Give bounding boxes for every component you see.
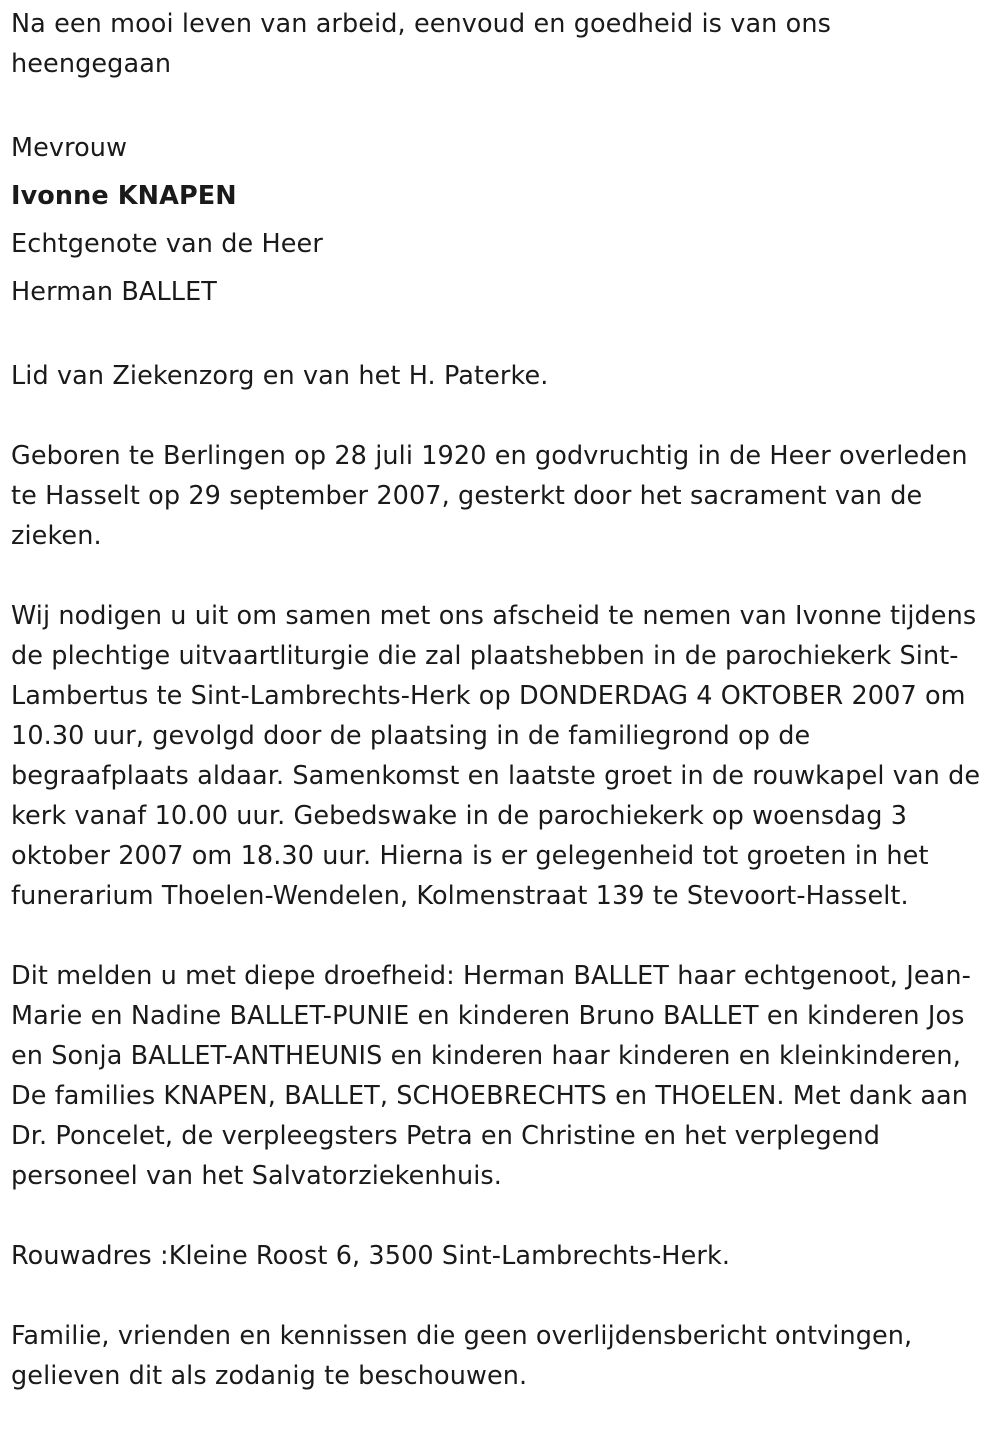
funeral-text: Wij nodigen u uit om samen met ons afscheid te nemen van Ivonne tijdens de plechtige uitvaartliturgie die zal plaatshebben in de parochiekerk Sint-Lambertus te Sint-Lambrechts-Herk op DONDERDAG 4 OKTOBER 2007 om 10.30 uur, gevolgd door de plaatsing in de familiegrond op de begraafplaats aldaar. Samenkomst en laatste groet in de rouwkapel van de kerk vanaf 10.00 uur. Gebedswake in de parochiekerk op woensdag 3 oktober 2007 om 18.30 uur. Hierna is er gelegenheid tot groeten in het funerarium Thoelen-Wendelen, Kolmenstraat 139 te Stevoort-Hasselt.: [11, 601, 989, 911]
family-text: Dit melden u met diepe droefheid: Herman BALLET haar echtgenoot, Jean-Marie en Nadine BALLET-PUNIE en kinderen Bruno BALLET en kinderen Jos en Sonja BALLET-ANTHEUNIS en kinderen haar kinderen en kleinkinderen, De families KNAPEN, BALLET, SCHOEBRECHTS en THOELEN. Met dank aan Dr. Poncelet, de verpleegsters Petra en Christine en het verplegend personeel van het Salvatorziekenhuis.: [11, 961, 977, 1191]
spacer: [11, 1276, 996, 1316]
honorific: Mevrouw: [11, 133, 128, 163]
spacer: [11, 916, 996, 956]
spacer: [11, 84, 996, 124]
obituary-document: [11, 4, 996, 1396]
spacer: [11, 1196, 996, 1236]
spacer: [11, 316, 996, 356]
spouse-label: Echtgenote van de Heer: [11, 229, 323, 259]
spacer: [11, 396, 996, 436]
deceased-name: Ivonne KNAPEN: [11, 181, 237, 211]
membership-text: Lid van Ziekenzorg en van het H. Paterke.: [11, 361, 549, 391]
birth-death-text: Geboren te Berlingen op 28 juli 1920 en godvruchtig in de Heer overleden te Hasselt op 29 september 2007, gesterkt door het sacrament van de zieken.: [11, 441, 976, 551]
intro-text: Na een mooi leven van arbeid, eenvoud en goedheid is van ons heengegaan: [11, 9, 840, 79]
address-text: Rouwadres :Kleine Roost 6, 3500 Sint-Lambrechts-Herk.: [11, 1241, 731, 1271]
spouse-name: Herman BALLET: [11, 277, 217, 307]
spacer: [11, 556, 996, 596]
closing-text: Familie, vrienden en kennissen die geen overlijdensbericht ontvingen, gelieven dit als zodanig te beschouwen.: [11, 1321, 921, 1391]
